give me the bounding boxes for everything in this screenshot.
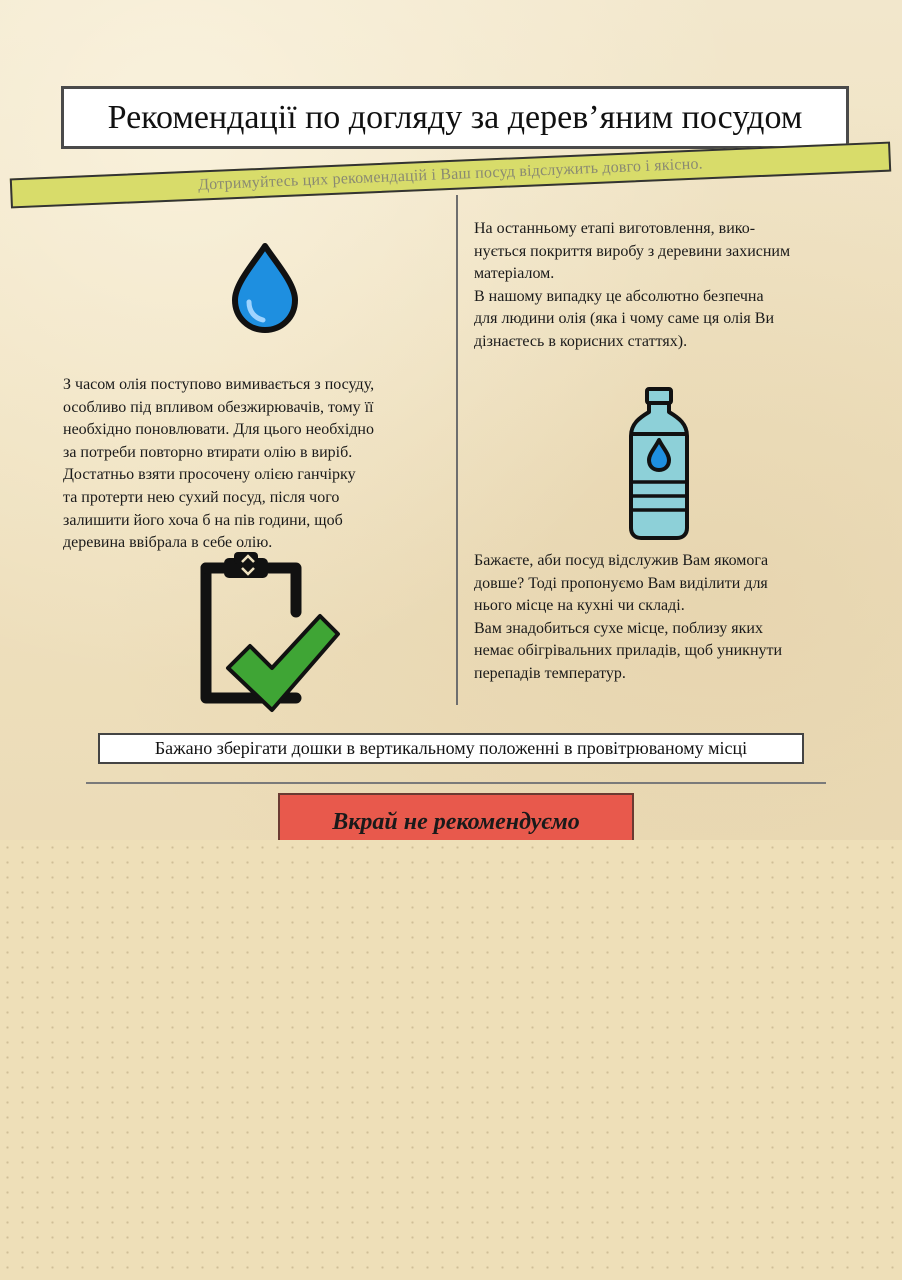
title-box [61,86,849,149]
text-line: Бажаєте, аби посуд відслужив Вам якомога [474,552,769,569]
text-line: дізнаєтесь в корисних статтях). [474,332,688,350]
column-divider [456,195,458,705]
subtitle-banner [10,142,891,209]
right-storage-text [474,550,782,686]
clipboard-check-icon [186,550,342,718]
text-line: нується покриття виробу з деревини захисним [474,242,791,260]
text-line: На останньому етапі виготовлення, вико- [474,220,756,237]
text-line: за потреби повторно втирати олію в виріб. [63,443,353,461]
page-title: Рекомендації по догляду за дерев’яним посудом [107,98,803,136]
subtitle-banner-text: Дотримуйтесь цих рекомендацій і Ваш посуд відслужить довго і якісно. [197,155,704,194]
text-line: Вам знадобиться сухе місце, поблизу яких [474,619,763,637]
left-care-text [63,374,374,555]
text-line: особливо під впливом обезжирювачів, тому її [63,398,374,416]
right-coating-text [474,218,790,354]
text-line: довше? Тоді пропонуємо Вам виділити для [474,574,768,592]
warning-button[interactable] [278,793,634,840]
text-line: та протерти нею сухий посуд, після чого [63,488,340,506]
text-line: В нашому випадку це абсолютно безпечна [474,287,764,305]
dotted-background [0,840,902,1280]
section-divider [86,782,826,784]
text-line: необхідно поновлювати. Для цього необхідно [63,421,374,439]
storage-note-box [98,733,804,764]
water-drop-icon [229,242,301,334]
storage-note: Бажано зберігати дошки в вертикальному положенні в провітрюваному місці [154,738,748,758]
text-line: З часом олія поступово вимивається з посуду, [63,376,375,393]
text-line: немає обігрівальних приладів, щоб уникнути [474,642,783,660]
warning-label: Вкрай не рекомендуємо [332,808,580,835]
water-bottle-icon [627,386,691,542]
text-line: матеріалом. [474,265,555,283]
text-line: нього місце на кухні чи складі. [474,597,685,615]
text-line: Достатньо взяти просочену олією ганчірку [63,466,356,484]
text-line: для людини олія (яка і чому саме ця олія Ви [474,310,775,328]
text-line: залишити його хоча б на пів години, щоб [63,511,343,529]
text-line: деревина ввібрала в себе олію. [63,534,273,552]
text-line: перепадів температур. [474,664,626,682]
